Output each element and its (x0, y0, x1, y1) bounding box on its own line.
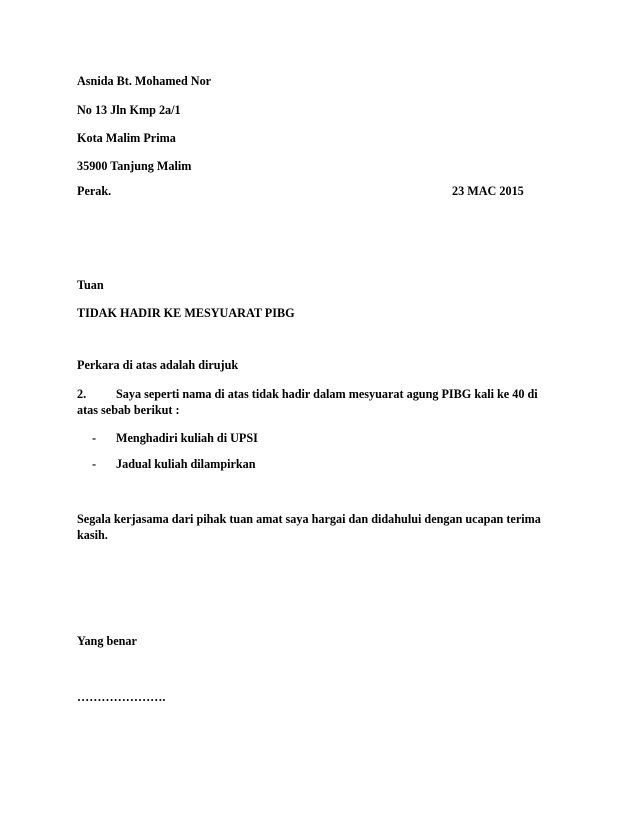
closing-paragraph-line2: kasih. (77, 528, 108, 542)
paragraph-number: 2. (77, 387, 87, 401)
bullet-dash: - (92, 431, 97, 445)
sender-state: Perak. (77, 184, 112, 198)
paragraph2-line2: atas sebab berikut : (77, 403, 180, 417)
subject-line: TIDAK HADIR KE MESYUARAT PIBG (77, 306, 295, 320)
closing-paragraph-line1: Segala kerjasama dari pihak tuan amat saya hargai dan didahului dengan ucapan terima (77, 512, 541, 526)
bullet-item: Menghadiri kuliah di UPSI (116, 431, 258, 445)
sender-address-line2: Kota Malim Prima (77, 131, 176, 145)
sender-name: Asnida Bt. Mohamed Nor (77, 74, 212, 88)
salutation: Tuan (77, 278, 104, 292)
letter-date: 23 MAC 2015 (452, 184, 524, 198)
sender-address-line1: No 13 Jln Kmp 2a/1 (77, 103, 181, 117)
sender-address-line3: 35900 Tanjung Malim (77, 159, 192, 173)
paragraph2-line1: Saya seperti nama di atas tidak hadir dalam mesyuarat agung PIBG kali ke 40 di (116, 387, 538, 401)
bullet-dash: - (92, 457, 97, 471)
signature-line: …………………. (77, 690, 166, 704)
reference-line: Perkara di atas adalah dirujuk (77, 358, 239, 372)
sign-off: Yang benar (77, 634, 137, 648)
bullet-item: Jadual kuliah dilampirkan (116, 457, 256, 471)
